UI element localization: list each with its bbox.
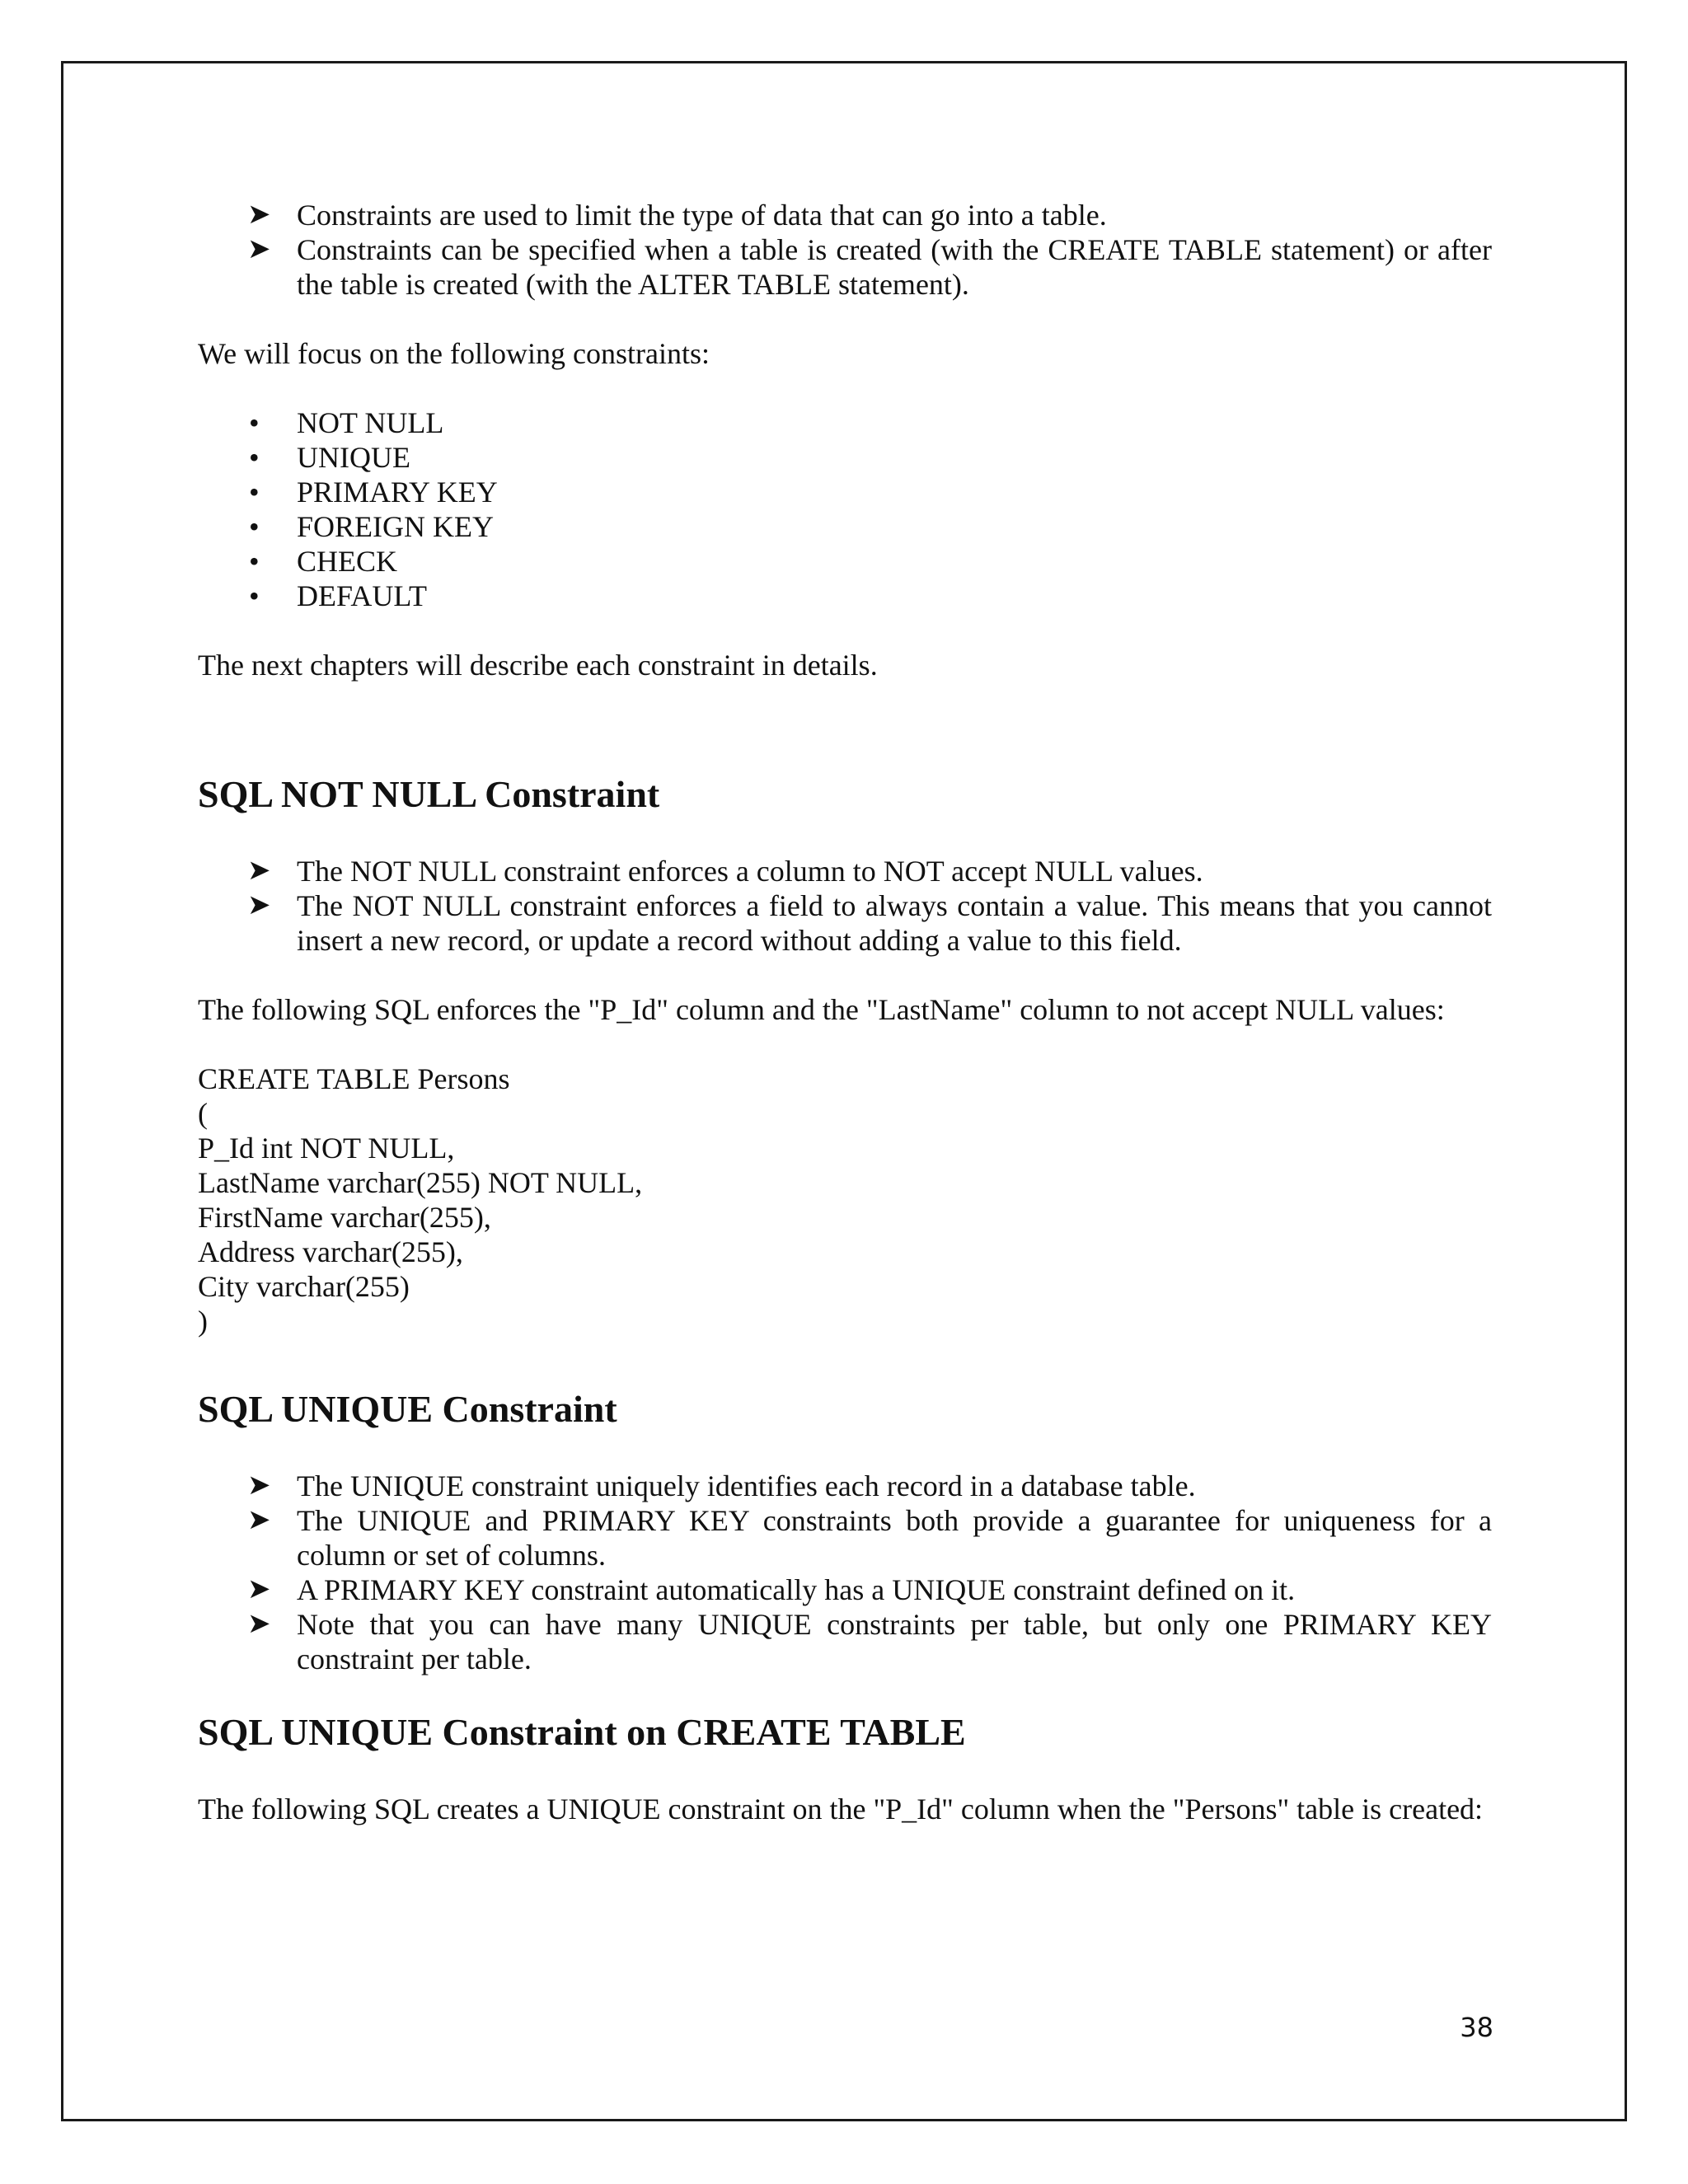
dot-bullet-icon: • [249,510,260,543]
dot-bullet-icon: • [249,406,260,439]
not-null-description: The following SQL enforces the "P_Id" column and the "LastName" column to not accept NULL values: [198,993,1445,1026]
not-null-heading: SQL NOT NULL Constraint [198,773,660,815]
arrow-bullet-icon: ➤ [247,1574,271,1605]
code-line: ( [198,1097,208,1130]
next-chapters-text: The next chapters will describe each constraint in details. [198,649,878,682]
unique-heading: SQL UNIQUE Constraint [198,1388,617,1430]
arrow-bullet-icon: ➤ [247,1470,271,1501]
intro-bullet: ➤ Constraints can be specified when a table is created (with the CREATE TABLE statement) or after the table is created (with the ALTER TABLE statement). [247,233,1492,301]
dot-bullet-icon: • [249,579,260,612]
unique-create-heading: SQL UNIQUE Constraint on CREATE TABLE [198,1711,966,1753]
arrow-bullet-icon: ➤ [247,855,271,886]
code-line: FirstName varchar(255), [198,1201,491,1234]
page-number: 38 [1460,2012,1493,2043]
intro-bullet: ➤ Constraints are used to limit the type of data that can go into a table. [247,199,1107,232]
arrow-bullet-icon: ➤ [247,1505,271,1535]
code-line: ) [198,1305,208,1338]
unique-create-description: The following SQL creates a UNIQUE constraint on the "P_Id" column when the "Persons" table is created: [198,1793,1484,1825]
code-line: Address varchar(255), [198,1235,463,1268]
code-line: City varchar(255) [198,1270,410,1303]
code-line: P_Id int NOT NULL, [198,1132,455,1165]
constraint-item: • DEFAULT [249,579,428,612]
arrow-bullet-icon: ➤ [247,199,271,230]
page-content [198,198,1492,1826]
constraint-item: • FOREIGN KEY [249,510,494,543]
constraint-item: • NOT NULL [249,406,444,439]
unique-bullet: ➤ Note that you can have many UNIQUE constraints per table, but only one PRIMARY KEY constraint per table. [247,1608,1492,1675]
constraint-item: • PRIMARY KEY [249,476,498,509]
unique-bullet: ➤ A PRIMARY KEY constraint automatically has a UNIQUE constraint defined on it. [247,1573,1296,1606]
arrow-bullet-icon: ➤ [247,890,271,921]
not-null-bullet: ➤ The NOT NULL constraint enforces a column to NOT accept NULL values. [247,855,1203,888]
unique-bullet: ➤ The UNIQUE constraint uniquely identifies each record in a database table. [247,1469,1196,1502]
dot-bullet-icon: • [249,441,260,474]
dot-bullet-icon: • [249,476,260,509]
dot-bullet-icon: • [249,545,260,578]
not-null-bullet: ➤ The NOT NULL constraint enforces a field to always contain a value. This means that you cannot insert a new record, or update a record without adding a value to this field. [247,889,1492,957]
code-line: CREATE TABLE Persons [198,1062,510,1095]
unique-bullet-list [198,1469,1492,1676]
code-line: LastName varchar(255) NOT NULL, [198,1166,643,1199]
unique-bullet: ➤ The UNIQUE and PRIMARY KEY constraints both provide a guarantee for uniqueness for a column or set of columns. [247,1504,1492,1572]
not-null-code-block [198,1062,1492,1338]
constraints-list [198,405,1492,613]
intro-bullet-list [198,198,1492,302]
constraint-item: • UNIQUE [249,441,410,474]
constraint-item: • CHECK [249,545,398,578]
arrow-bullet-icon: ➤ [247,234,271,265]
focus-text: We will focus on the following constraints: [198,337,710,370]
arrow-bullet-icon: ➤ [247,1609,271,1639]
not-null-bullet-list [198,854,1492,958]
